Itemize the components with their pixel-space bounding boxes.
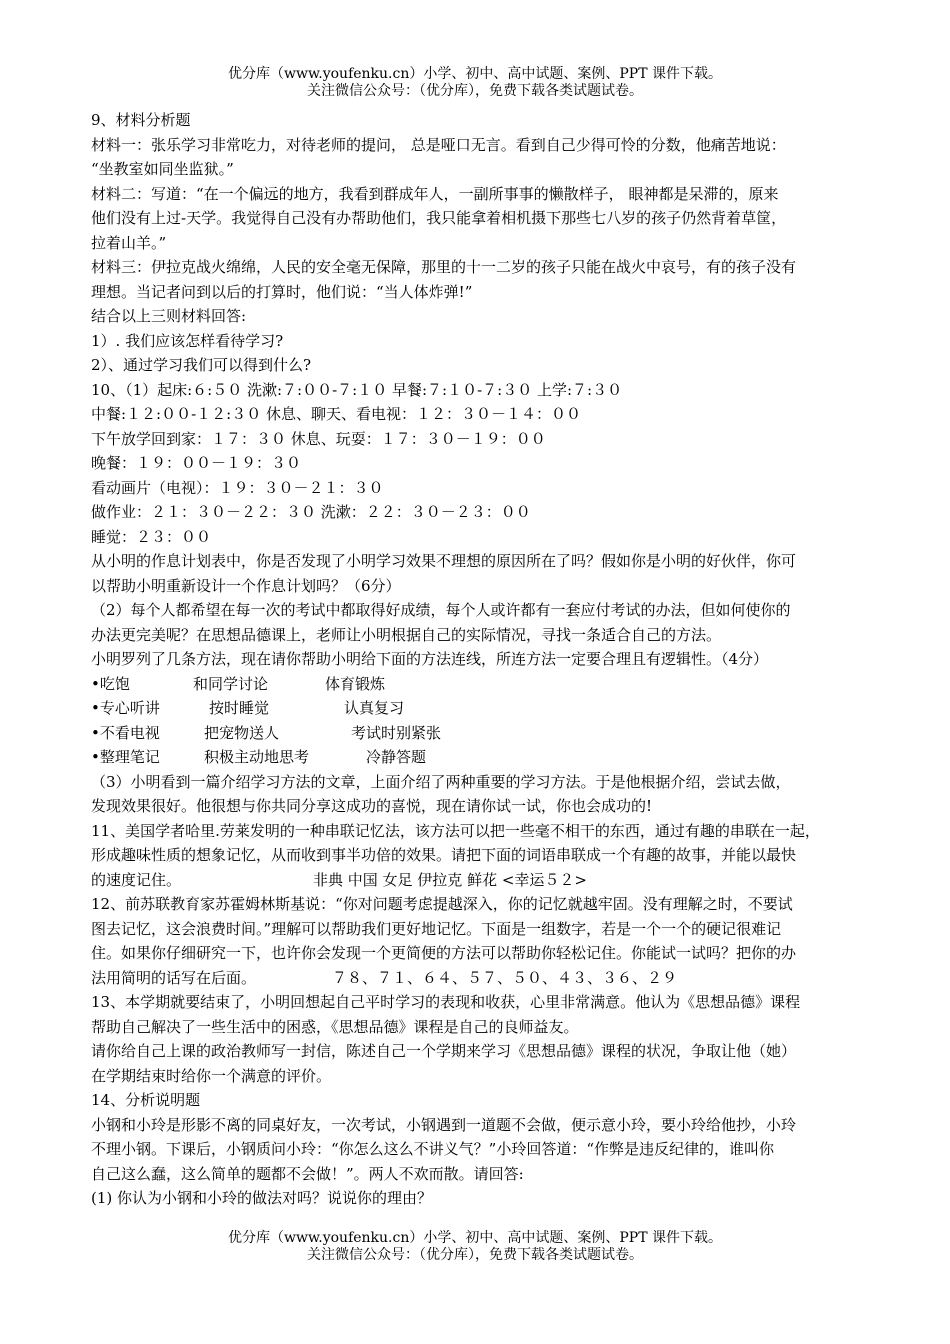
footer-line-2: 关注微信公众号：（优分库），免费下载各类试题试卷。: [307, 1247, 643, 1263]
q11-line-3-text: 的速度记住。: [91, 870, 182, 889]
q14-title: 14、分析说明题: [91, 1091, 201, 1109]
q12-numbers: ７８、７１、６４、５７、５０、４３、３６、２９: [332, 968, 678, 987]
q12-line-2: 图去记忆，这会浪费时间。”理解可以帮助我们更好地记忆。下面是一组数字，若是一个一个的硬记很难记: [91, 919, 782, 938]
q10-schedule-line-2: 中餐:１２:００-１２:３０ 休息、聊天、看电视：１２：３０－１４：００: [91, 405, 582, 423]
q13-line-2: 帮助自己解决了一些生活中的困惑，《思想品德》课程是自己的良师益友。: [91, 1017, 579, 1036]
q12-line-4: [91, 966, 891, 991]
q9-prompt: 结合以上三则材料回答:: [91, 307, 247, 325]
q9-question-2: 2）、通过学习我们可以得到什么?: [91, 356, 312, 374]
match-middle: 把宠物送人: [204, 723, 280, 742]
header-line-1: 优分库（www.youfenku.cn）小学、初中、高中试题、案例、PPT 课件下载。: [227, 66, 722, 82]
q10-schedule-line-5: 看动画片（电视）：１９：３０－２１：３０: [91, 478, 384, 497]
q14-line-1: 小钢和小玲是形影不离的同桌好友，一次考试，小钢遇到一道题不会做，便示意小玲，要小玲给他抄，小玲: [91, 1115, 797, 1134]
q10-part2-line-3: 小明罗列了几条方法，现在请你帮助小明给下面的方法连线，所连方法一定要合理且有逻辑性。（4分）: [91, 650, 769, 668]
q10-schedule-line-7: 睡觉：２３：００: [91, 527, 212, 546]
q9-material-3-line-2: 理想。当记者问到以后的打算时，他们说：“当人体炸弹!”: [91, 282, 473, 301]
q9-material-1-line-1: 材料一：张乐学习非常吃力，对待老师的提问， 总是哑口无言。看到自己少得可怜的分数，他痛苦地说：: [91, 135, 786, 154]
q9-question-1: 1）. 我们应该怎样看待学习?: [91, 331, 284, 350]
match-left: •整理笔记: [91, 748, 160, 766]
match-middle: 按时睡觉: [209, 699, 270, 717]
q9-material-1-line-2: “坐教室如同坐监狱。”: [91, 160, 234, 178]
match-row: [91, 721, 891, 746]
q10-part2-line-2: 办法更完美呢？在思想品德课上，老师让小明根据自己的实际情况，寻找一条适合自己的方法。: [91, 625, 722, 644]
q10-part1-line-1: 从小明的作息计划表中，你是否发现了小明学习效果不理想的原因所在了吗？假如你是小明的好伙伴，你可: [91, 552, 797, 570]
page-footer: [0, 1230, 950, 1264]
q10-schedule-line-4: 晚餐：１９：００－１９：３０: [91, 454, 302, 472]
q10-schedule-line-6: 做作业：２１：３０－２２：３０ 洗漱：２２：３０－２３：００: [91, 503, 531, 521]
q12-line-4-text: 法用简明的话写在后面。: [91, 968, 257, 987]
q9-material-2-line-3: 拉着山羊。”: [91, 233, 167, 252]
header-line-2: 关注微信公众号：（优分库），免费下载各类试题试卷。: [307, 83, 643, 99]
q14-line-2: 不理小钢。下课后，小钢质问小玲：“你怎么这么不讲义气？”小玲回答道：“作弊是违反纪律的，谁叫你: [91, 1140, 775, 1158]
match-left: •不看电视: [91, 723, 160, 742]
document-body: [91, 108, 891, 1211]
match-row: [91, 672, 891, 697]
q9-material-3-line-1: 材料三：伊拉克战火绵绵，人民的安全毫无保障，那里的十一二岁的孩子只能在战火中哀号，有的孩子没有: [91, 258, 797, 276]
footer-line-1: 优分库（www.youfenku.cn）小学、初中、高中试题、案例、PPT 课件下载。: [227, 1230, 722, 1246]
match-right: 认真复习: [344, 699, 405, 717]
match-row: [91, 696, 891, 721]
q12-line-1: 12、前苏联教育家苏霍姆林斯基说：“你对问题考虑提越深入，你的记忆就越牢固。没有理解之时，不要试: [91, 895, 793, 913]
match-row: [91, 745, 891, 770]
page-header: [0, 66, 950, 100]
q10-part3-line-2: 发现效果很好。他很想与你共同分享这成功的喜悦，现在请你试一试，你也会成功的!: [91, 797, 653, 815]
q11-line-3: [91, 868, 891, 893]
q11-words: 非典 中国 女足 伊拉克 鲜花 <幸运５２>: [313, 870, 587, 889]
match-left: •吃饱: [91, 674, 130, 693]
q10-part1-line-2: 以帮助小明重新设计一个作息计划吗？（6分）: [91, 576, 401, 595]
q14-question-1: (1) 你认为小钢和小玲的做法对吗？说说你的理由？: [91, 1189, 433, 1207]
match-left: •专心听讲: [91, 699, 160, 717]
q10-part3-line-1: （3）小明看到一篇介绍学习方法的文章，上面介绍了两种重要的学习方法。于是他根据介绍，尝试去做，: [91, 772, 791, 791]
q9-material-2-line-2: 他们没有上过-天学。我觉得自己没有办帮助他们，我只能拿着相机摄下那些七八岁的孩子仍然背着草筐，: [91, 209, 787, 227]
match-middle: 积极主动地思考: [204, 748, 310, 766]
q13-line-3: 请你给自己上课的政治教师写一封信，陈述自己一个学期来学习《思想品德》课程的状况，争取让他（她）: [91, 1042, 797, 1060]
q9-material-2-line-1: 材料二：写道：“在一个偏远的地方，我看到群成年人，一副所事事的懒散样子， 眼神都是呆滞的，原来: [91, 184, 779, 203]
q13-line-4: 在学期结束时给你一个满意的评价。: [91, 1066, 332, 1085]
q14-line-3: 自己这么蠢，这么简单的题都不会做！”。两人不欢而散。请回答:: [91, 1164, 524, 1183]
q10-schedule-line-1: 10、（1）起床:６:５０ 洗漱:７:００-７:１０ 早餐:７:１０-７:３０ 上学:７:３０: [91, 380, 623, 399]
q11-line-2: 形成趣味性质的想象记忆，从而收到事半功倍的效果。请把下面的词语串联成一个有趣的故事，并能以最快: [91, 846, 797, 864]
match-right: 考试时别紧张: [351, 723, 442, 742]
q11-line-1: 11、美国学者哈里.劳莱发明的一种串联记忆法，该方法可以把一些毫不相干的东西，通过有趣的串联在一起，: [91, 821, 820, 840]
q10-schedule-line-3: 下午放学回到家：１７：３０ 休息、玩耍：１７：３０－１９：００: [91, 429, 546, 448]
q10-part2-line-1: （2）每个人都希望在每一次的考试中都取得好成绩，每个人或许都有一套应付考试的办法，但如何使你的: [91, 601, 791, 619]
match-right: 体育锻炼: [325, 674, 386, 693]
match-right: 冷静答题: [366, 748, 427, 766]
match-middle: 和同学讨论: [193, 674, 269, 693]
q13-line-1: 13、本学期就要结束了，小明回想起自己平时学习的表现和收获，心里非常满意。他认为《思想品德》课程: [91, 993, 801, 1011]
q9-title: 9、材料分析题: [91, 111, 191, 129]
q12-line-3: 住。如果你仔细研究一下，也许你会发现一个更简便的方法可以帮助你轻松记住。你能试一试吗？把你的办: [91, 944, 797, 962]
